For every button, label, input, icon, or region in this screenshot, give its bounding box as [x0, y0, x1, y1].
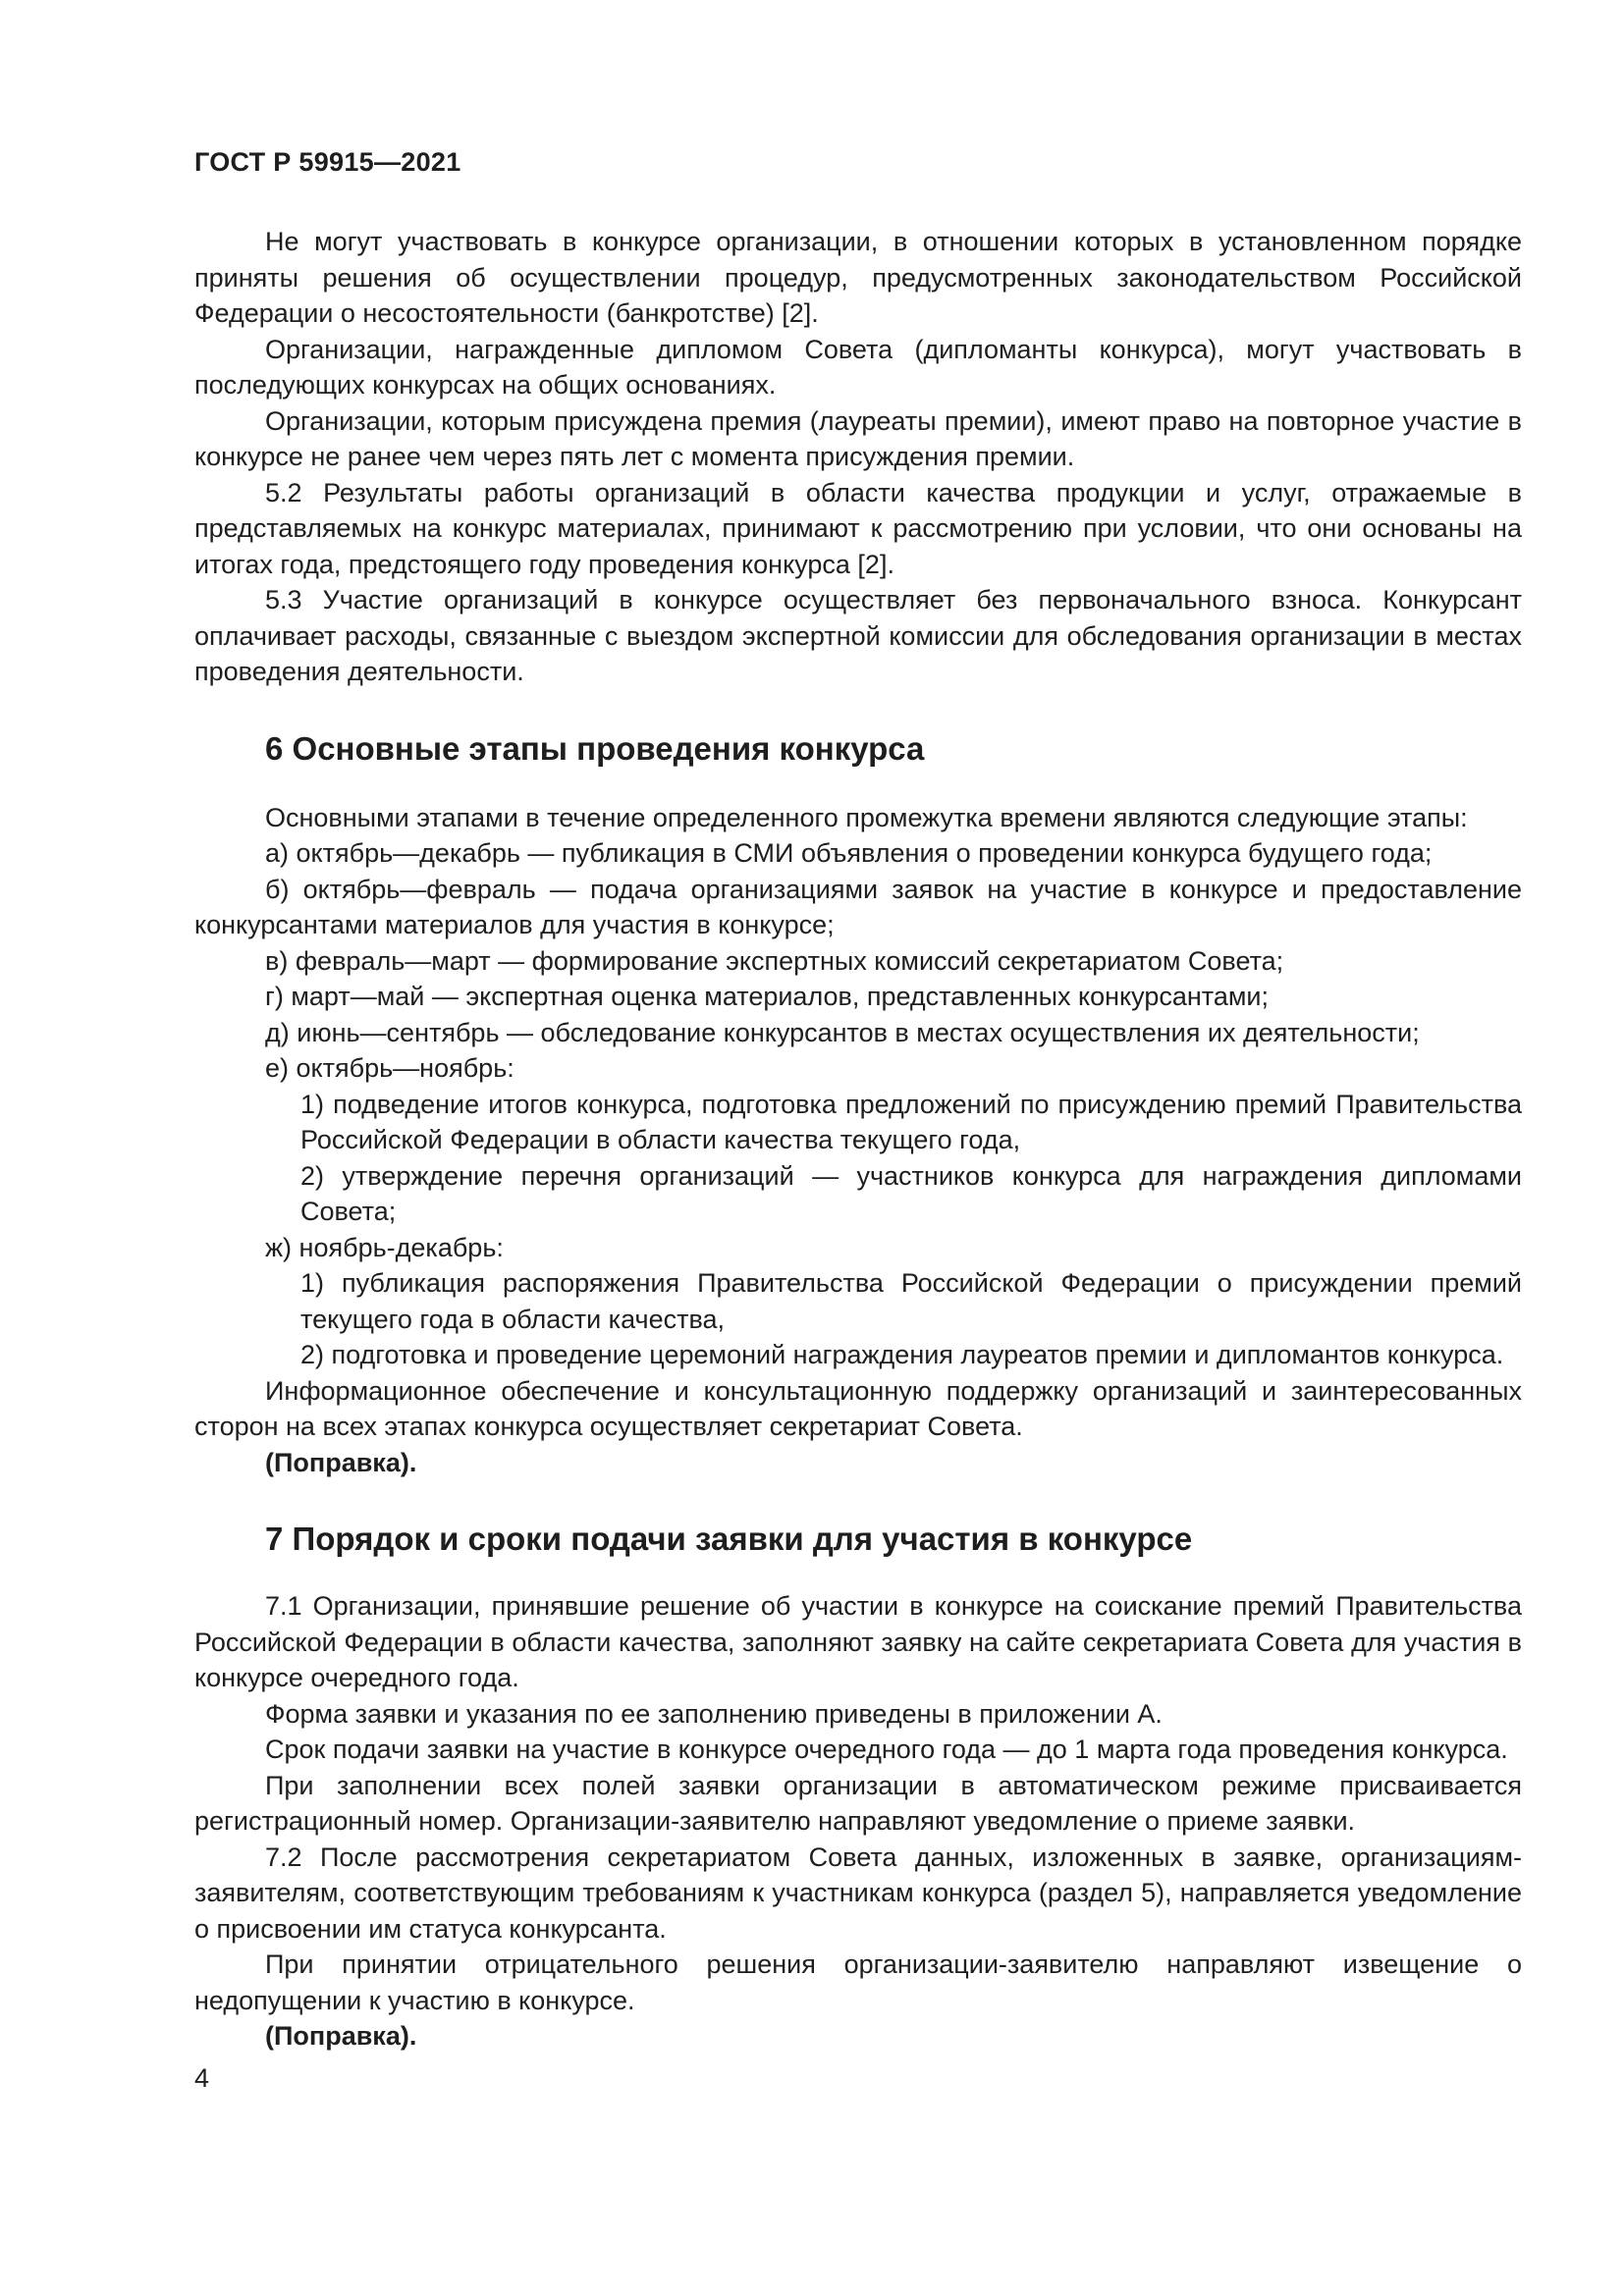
clause-7-2: 7.2 После рассмотрения секретариатом Совета данных, изложенных в заявке, организациям-заявителям, соответствующим требованиям к участникам конкурса (раздел 5), направляется уведомление о присвоении им статуса конкурсанта. — [194, 1842, 1522, 1944]
list-item: д) июнь—сентябрь — обследование конкурсантов в местах осуществления их деятельности; — [265, 1017, 1420, 1047]
list-item: а) октябрь—декабрь — публикация в СМИ объявления о проведении конкурса будущего года; — [265, 838, 1433, 868]
document-body — [194, 224, 1522, 2055]
paragraph: При принятии отрицательного решения организации-заявителю направляют извещение о недопущении к участию в конкурсе. — [194, 1949, 1522, 2015]
list-item: е) октябрь—ноябрь: — [265, 1053, 514, 1083]
paragraph: Форма заявки и указания по ее заполнению приведены в приложении А. — [265, 1698, 1163, 1729]
paragraph: Основными этапами в течение определенного промежутка времени являются следующие этапы: — [265, 802, 1468, 832]
clause-5-3: 5.3 Участие организаций в конкурсе осуществляет без первоначального взноса. Конкурсант оплачивает расходы, связанные с выездом экспертной комиссии для обследования организации в местах проведения деятельности. — [194, 585, 1522, 686]
sub-list-item: 1) подведение итогов конкурса, подготовка предложений по присуждению премий Правительства Российской Федерации в области качества текущего года, — [300, 1089, 1522, 1154]
list-item: ж) ноябрь-декабрь: — [265, 1232, 504, 1262]
list-item: г) март—май — экспертная оценка материалов, представленных конкурсантами; — [265, 982, 1270, 1011]
paragraph: Срок подачи заявки на участие в конкурсе очередного года — до 1 марта года проведения конкурса. — [265, 1735, 1508, 1764]
clause-5-2: 5.2 Результаты работы организаций в области качества продукции и услуг, отражаемые в представляемых на конкурс материалах, принимают к рассмотрению при условии, что они основаны на итогах года, предстоящего году проведения конкурса [2]. — [194, 477, 1522, 579]
amendment-note: (Поправка). — [265, 2021, 417, 2051]
document-code-header: ГОСТ Р 59915—2021 — [194, 147, 461, 177]
paragraph: При заполнении всех полей заявки организации в автоматическом режиме присваивается регистрационный номер. Организации-заявителю направляют уведомление о приеме заявки. — [194, 1770, 1522, 1836]
paragraph: Организации, награжденные дипломом Совета (дипломанты конкурса), могут участвовать в последующих конкурсах на общих основаниях. — [194, 334, 1522, 400]
sub-list-item: 1) публикация распоряжения Правительства Российской Федерации о присуждении премий текущего года в области качества, — [300, 1268, 1522, 1334]
clause-7-1: 7.1 Организации, принявшие решение об участии в конкурсе на соискание премий Правительства Российской Федерации в области качества, заполняют заявку на сайте секретариата Совета для участия в конкурсе очередного года. — [194, 1591, 1522, 1692]
amendment-note: (Поправка). — [265, 1447, 417, 1477]
sub-list-item: 2) утверждение перечня организаций — участников конкурса для награждения дипломами Совета; — [300, 1160, 1522, 1226]
sub-list-item: 2) подготовка и проведение церемоний награждения лауреатов премии и дипломантов конкурса. — [300, 1340, 1504, 1369]
paragraph: Организации, которым присуждена премия (лауреаты премии), имеют право на повторное участие в конкурсе не ранее чем через пять лет с момента присуждения премии. — [194, 405, 1522, 471]
section-7-heading: 7 Порядок и сроки подачи заявки для участия в конкурсе — [265, 1521, 1193, 1557]
paragraph: Не могут участвовать в конкурсе организации, в отношении которых в установленном порядке приняты решения об осуществлении процедур, предусмотренных законодательством Российской Федерации о несостоятельности (банкротстве) [2]. — [194, 227, 1522, 328]
page-number: 4 — [194, 2063, 210, 2093]
section-6-heading: 6 Основные этапы проведения конкурса — [265, 729, 925, 767]
paragraph: Информационное обеспечение и консультационную поддержку организаций и заинтересованных сторон на всех этапах конкурса осуществляет секретариат Совета. — [194, 1375, 1522, 1441]
list-item: б) октябрь—февраль — подача организациями заявок на участие в конкурсе и предоставление конкурсантами материалов для участия в конкурсе; — [194, 874, 1522, 939]
list-item: в) февраль—март — формирование экспертных комиссий секретариатом Совета; — [265, 945, 1284, 976]
